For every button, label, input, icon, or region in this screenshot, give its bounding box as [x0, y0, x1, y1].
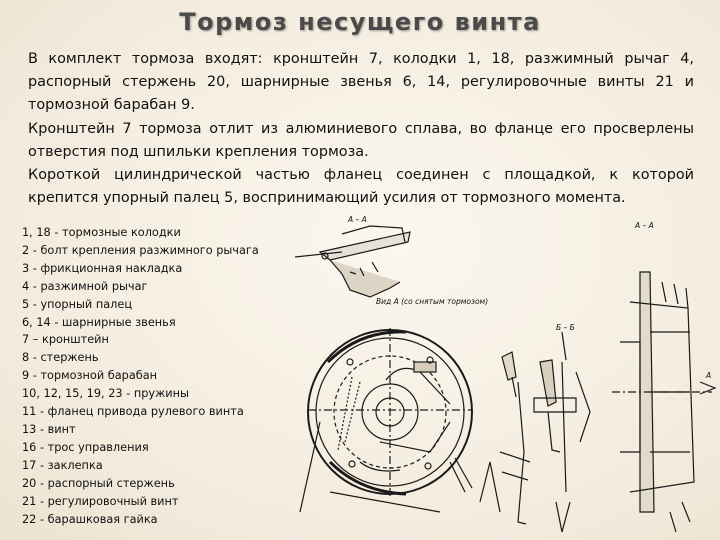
legend-item: 10, 12, 15, 19, 23 - пружины [22, 387, 189, 401]
label-view-note: Вид А (со снятым тормозом) [376, 297, 489, 306]
brake-technical-drawing [290, 212, 720, 540]
brake-drum-view [300, 328, 472, 512]
top-section-view [295, 226, 410, 297]
right-section-view [612, 272, 715, 532]
legend-item: 3 - фрикционная накладка [22, 261, 183, 275]
legend-item: 9 - тормозной барабан [22, 369, 158, 383]
paragraph-flange: Короткой цилиндрической частью фланец соединен с площадкой, к которой крепится упорный палец 5, воспринимающий усилия от тормозного момента. [28, 167, 694, 207]
legend-item: 1, 18 - тормозные колодки [22, 226, 181, 239]
label-arrow-a: А [706, 371, 712, 380]
legend-item: 16 - трос управления [22, 440, 149, 454]
label-section-aa-top: А – А [348, 215, 367, 224]
lever-parts [480, 352, 530, 524]
legend-item: 22 - барашковая гайка [22, 512, 158, 526]
legend-item: 11 - фланец привода рулевого винта [22, 405, 244, 419]
legend-item: 8 - стержень [22, 351, 99, 365]
legend-item: 13 - винт [22, 422, 76, 436]
legend-item: 7 – кронштейн [22, 333, 109, 347]
legend-item: 4 - разжимной рычаг [22, 279, 148, 293]
legend-item: 20 - распорный стержень [22, 476, 175, 490]
section-bb-view [534, 332, 590, 532]
legend-item: 6, 14 - шарнирные звенья [22, 315, 176, 329]
legend-item: 5 - упорный палец [22, 297, 133, 311]
parts-legend [22, 224, 302, 528]
paragraph-bracket: Кронштейн 7 тормоза отлит из алюминиевого сплава, во фланце его просверлены отверстия под шпильки крепления тормоза. [28, 120, 694, 160]
legend-item: 17 - заклепка [22, 458, 103, 472]
label-section-bb: Б – Б [556, 323, 575, 332]
slide-title: Тормоз несущего винта [179, 8, 541, 36]
legend-item: 2 - болт крепления разжимного рычага [22, 243, 259, 257]
paragraph-composition: В комплект тормоза входят: кронштейн 7, колодки 1, 18, разжимный рычаг 4, распорный стержень 20, шарнирные звенья 6, 14, регулировочные винты 21 и тормозной барабан 9. [28, 51, 694, 114]
legend-item: 21 - регулировочный винт [22, 494, 179, 508]
label-section-aa-right: А – А [635, 221, 654, 230]
intro-text [28, 48, 694, 210]
